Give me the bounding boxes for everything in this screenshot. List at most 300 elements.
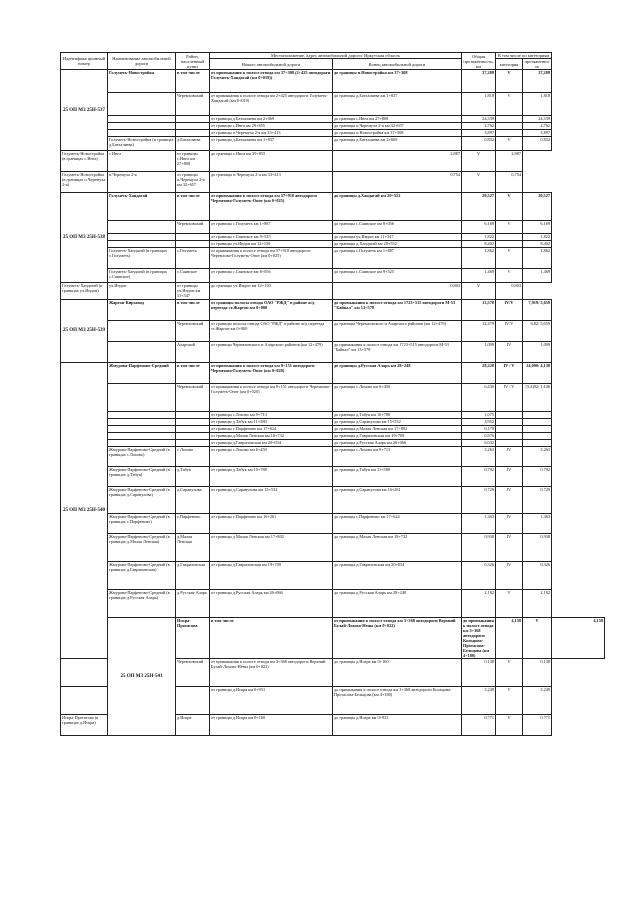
district-cell: п.Черемуха 2-я [108,172,176,193]
end-cell: до границы с.Саянское км 8+056 [333,221,462,234]
road-name-cell: Голуметь-Новостройка (в границах п.Черемуха 2-я) [61,172,108,193]
road-id-cell: 25 ОП МЗ 25Н-540 [61,362,108,659]
district-cell [176,432,210,439]
road-name-cell: Жмурова-Парфеново-Средний (в границах д.Гавриловская) [108,561,176,589]
category-cell: IV [496,533,523,561]
category-length-cell [523,418,552,425]
category-cell: V [462,151,496,172]
table-row [61,432,605,439]
end-cell: до границы п.Черемуха 2-я км 32+657 [333,123,462,130]
length-cell: 1,822 [462,234,496,241]
start-cell: от границы уч.Индон км 12+150 [210,241,333,248]
length-cell: 1,469 [462,269,496,283]
header-id: Идентифика ционный номер [61,53,108,70]
category-length-cell: 1,469 [523,269,552,283]
length-cell: 4,158 [496,617,523,659]
road-name-cell [108,234,176,241]
roads-table [60,52,605,736]
table-row [61,283,605,299]
district-cell: Черемховский [176,383,210,411]
road-name-cell [108,221,176,234]
category-cell: IV/V [496,299,523,320]
road-name-cell [108,411,176,418]
district-cell: в том числе [176,193,210,221]
road-name-cell: Искра-Протасова [176,617,210,659]
category-length-cell: 24,090/ 4,138 [523,362,552,383]
road-name-cell: Голуметь-Хандагай (в границах с.Голуметь) [108,248,176,269]
length-cell: 8,402 [462,241,496,248]
start-cell: от примыкания к полосе отвода км 3+368 автодороги Верхний Булай-Лохово-Нены (км 0+022) [333,617,462,659]
category-cell [496,425,523,432]
end-cell: до границы д.Саранулова км 16+261 [333,486,462,513]
start-cell: от границы с.Саянское км 9+525 [210,234,333,241]
category-length-cell: 0,792 [523,466,552,486]
end-cell: до границы с.Инга км 27+808 [333,116,462,123]
start-cell: от примыкания к полосе отвода км 2+425 автодороги Голуметь-Хандагай (км 0+019) [210,93,333,116]
category-cell [496,418,523,425]
category-length-cell: 3,897 [523,130,552,137]
category-cell: V [496,93,523,116]
table-row [61,123,605,130]
category-cell: V [496,221,523,234]
length-cell: 0,976 [462,432,496,439]
district-cell [176,234,210,241]
category-length-cell: 1,822 [523,234,552,241]
end-cell: до границы д.Хандагай км 20+552 [333,193,462,221]
district-cell [176,130,210,137]
road-name-cell [108,130,176,137]
category-length-cell: 0,754 [496,172,523,193]
end-cell: до границы Черемховского и Аларского районов (км 12+479) [333,320,462,341]
category-length-cell: 1,363 [523,513,552,533]
category-length-cell: 1,818 [523,93,552,116]
category-length-cell: 2,762 [523,123,552,130]
road-id-cell: 25 ОП МЗ 25Н-539 [61,299,108,362]
category-length-cell [523,439,552,446]
table-row [61,248,605,269]
start-cell: от границы д.Табук км 11+580 [210,418,333,425]
road-name-cell [108,241,176,248]
category-cell [496,234,523,241]
district-cell: д.Малая Ленская [176,533,210,561]
start-cell: от примыкания к полосе отвода км 37+308 (2+425 автодороги Голуметь-Хандагай (км 0+019)) [210,70,333,93]
start-cell: от границы с.Инга км 29+855 [210,123,333,130]
category-cell: IV [496,486,523,513]
start-cell: от границы с.Саянское км 8+056 [210,269,333,283]
table-row [61,116,605,123]
end-cell: до границы д.Батхаляева км 2+669 [333,137,462,151]
road-name-cell [108,439,176,446]
end-cell: до границы д.Батхаляева км 1+837 [333,93,462,116]
road-name-cell [108,116,176,123]
district-cell: Аларский [176,341,210,362]
category-cell: IV [496,561,523,589]
start-cell: от границы д.Малая Ленская км 18+732 [210,432,333,439]
length-cell: 0,178 [462,425,496,432]
length-cell: 1,099 [462,341,496,362]
start-cell: от границы д.Русская Аларь км 26+066 [210,589,333,617]
category-length-cell [523,432,552,439]
table-body [61,70,605,736]
district-cell: с.Лохово [176,446,210,466]
table-row [61,439,605,446]
end-cell: до границы д.Хандагай км 20+552 [333,241,462,248]
road-name-cell: Жмурова-Парфеново-Средний (в границах д.Саранулова) [108,486,176,513]
category-cell: IV [496,466,523,486]
category-length-cell: 0,930 [523,533,552,561]
district-cell [176,241,210,248]
length-cell: 0,803 [333,283,462,299]
table-row [61,486,605,513]
start-cell: от границы с.Лохово км 9+713 [210,411,333,418]
length-cell: 0,754 [333,172,462,193]
district-cell: в том числе [176,362,210,383]
district-cell: с.Голуметь [176,248,210,269]
end-cell: до границы д.Гавриловская км 19+708 [333,432,462,439]
district-cell: Черемховский [176,320,210,341]
category-cell [496,411,523,418]
end-cell: до границы д.Гавриловская км 20+034 [333,561,462,589]
category-cell: V [496,193,523,221]
category-cell [496,439,523,446]
start-cell: от границы Черемховского и Аларского районов (км 12+479) [210,341,333,362]
length-cell: 0,138 [462,659,496,687]
end-cell: до примыкания к полосе отвода км 3+368 автодороги Кольцова-Протасова-Бельцова (км 4+180) [463,617,494,659]
district-cell [176,418,210,425]
category-cell: V [496,715,523,736]
district-cell: Черемховский [176,659,210,687]
table-header [61,53,605,70]
table-row [61,269,605,283]
category-cell [496,432,523,439]
start-cell: от примыкания к полосе отвода км 57+910 автодороги Черемхово-Голуметь-Онот (км 0+025) [210,193,333,221]
road-name-cell [108,123,176,130]
category-cell: V [462,172,496,193]
category-length-cell: 3,249 [523,687,552,715]
district-cell [176,411,210,418]
category-length-cell: 0,771 [523,715,552,736]
category-length-cell: 24,339 [523,116,552,123]
category-cell: V [496,137,523,151]
category-length-cell: 0,326 [523,561,552,589]
table-row [61,137,605,151]
category-length-cell [523,411,552,418]
road-name-cell: Жмурова-Парфеново-Средний (в границах д.Русская Аларь) [108,589,176,617]
road-name-cell [108,93,176,116]
header-location: Местоположение, адрес автомобильной дороги: Иркутская область [210,53,462,59]
table-row [61,362,605,383]
start-cell: от границы уч.Индон км 11+347 [176,283,210,299]
length-cell: 0,930 [462,533,496,561]
end-cell: до границы п.Новостройка км 37+308 [333,70,462,93]
end-cell: до границы д.Искра км 0+160 [333,659,462,687]
district-cell: с.Парфеново [176,513,210,533]
end-cell: до границы д.Табук км 10+788 [333,411,462,418]
header-start: Начало автомобильной дороги [210,59,333,70]
district-cell [176,439,210,446]
length-cell: 12,479 [462,320,496,341]
table-row [61,151,605,172]
start-cell: от границы д.Искра км 0+160 [210,715,333,736]
start-cell: от границы с.Инга км 27+808 [176,151,210,172]
category-cell: V [496,659,523,687]
category-length-cell: 1,099 [523,341,552,362]
table-row [61,241,605,248]
category-cell: V [496,589,523,617]
road-name-cell: Искра-Протасова (в границах д.Искра) [61,715,108,736]
table-row [61,513,605,533]
start-cell: от границы д.Искра км 0+931 [210,687,333,715]
category-length-cell: 0,832 [523,137,552,151]
table-row [61,234,605,241]
table-row [61,446,605,466]
table-row [61,466,605,486]
category-length-cell: 7,919/ 5,659 [523,299,552,320]
district-cell: д.Гавриловская [176,561,210,589]
category-length-cell: 6,82/ 5,659 [523,320,552,341]
category-cell [496,241,523,248]
end-cell: до границы с.Парфеново км 17+624 [333,513,462,533]
road-name-cell: Жмурова-Парфеново-Средний (в границах с.Парфеново) [108,513,176,533]
category-length-cell: 3,263 [523,446,552,466]
length-cell: 28,228 [462,362,496,383]
start-cell: от примыкания к полосе отвода км 9+151 автодороги Черемхово-Голуметь-Онот (км 0+020) [210,362,333,383]
start-cell: от границы с.Парфеново км 16+261 [210,513,333,533]
length-cell: 0,832 [462,137,496,151]
start-cell: от границы д.Гавриловская км 19+708 [210,561,333,589]
table-row [61,533,605,561]
table-row [61,221,605,234]
start-cell: от границы д.Гавриловская км 20+034 [210,439,333,446]
category-cell: IV/V [496,320,523,341]
table-row [61,411,605,418]
start-cell: от границы д.Саранулова км 15+532 [210,486,333,513]
end-cell: до границы д.Русская Аларь км 26+066 [333,439,462,446]
length-cell: 3,897 [462,130,496,137]
category-length-cell: 8,402 [523,241,552,248]
end-cell: до границы уч.Индон км 11+347 [333,234,462,241]
district-cell: в том числе [176,70,210,93]
category-length-cell: 1,862 [523,248,552,269]
header-incl: В том числе по категориям [496,53,552,59]
end-cell: до границы с.Лохово км 9+713 [333,446,462,466]
category-cell: V [496,269,523,283]
length-cell: 20,527 [462,193,496,221]
road-name-cell: Голуметь-Новостройка (в границах с.Инга) [61,151,108,172]
end-cell: до примыкания к полосе отвода км 3+368 автодороги Кольцова-Протасова-Бельцова (км 4+180) [333,687,462,715]
length-cell: 6,169 [462,221,496,234]
road-id-cell: 25 ОП МЗ 25Н-541 [108,617,176,736]
table-row [61,299,605,320]
length-cell: 2,887 [333,151,462,172]
table-row [61,320,605,341]
length-cell: 1,363 [462,513,496,533]
header-road-name: Наименование автомобильной дороги [108,53,176,70]
road-name-cell [108,341,176,362]
table-row [61,425,605,432]
end-cell: до границы с.Саянское км 9+525 [333,269,462,283]
district-cell: д.Искра [176,715,210,736]
table-row [61,561,605,589]
table-row [61,341,605,362]
road-name-cell: Жмурова-Парфеново-Средний (в границах д.Малая Ленская) [108,533,176,561]
start-cell: от границы д.Батхаляева км 1+837 [210,137,333,151]
category-cell [496,123,523,130]
district-cell: д.Саранулова [176,486,210,513]
header-category-length: протяжённость [524,59,550,70]
end-cell: до границы уч.Индон км 12+150 [210,283,333,299]
road-name-cell: Жмурова-Парфеново-Средний [108,362,176,383]
district-cell: д.Батхаляева [176,137,210,151]
start-cell: от границы д.Табук км 10+788 [210,466,333,486]
end-cell: до примыкания к полосе отвода км 1723+515 автодороги М-53 "Байкал" км 13+578 [333,299,462,320]
category-cell [496,116,523,123]
end-cell: до границы с.Лохово км 6+450 [333,383,462,411]
road-name-cell [108,425,176,432]
start-cell: от границы п.Черемуха 2-я км 33+413 [210,130,333,137]
road-name-cell [61,687,108,715]
length-cell: 0,729 [462,486,496,513]
length-cell: 1,818 [462,93,496,116]
road-name-cell: Голуметь-Новостройка (в границах д.Батхаляева) [108,137,176,151]
road-name-cell: Голуметь-Хандагай (в границах с.Саянское) [108,269,176,283]
length-cell: 3,952 [462,418,496,425]
district-cell [176,687,210,715]
header-district: Район, населенный пункт [176,53,210,70]
end-cell: до границы п.Новостройка км 37+308 [333,130,462,137]
table-row [61,93,605,116]
road-name-cell: Голуметь-Новостройка [108,70,176,93]
length-cell: 0,792 [462,466,496,486]
start-cell: от границы полосы отвода ОАО "РЖД" в районе ж/д переезда ст.Жаргон км 0+000 [210,320,333,341]
road-name-cell [108,432,176,439]
table-row [61,617,605,659]
start-cell: от границы с.Голуметь км 1+887 [210,221,333,234]
category-length-cell: 0,138 [523,659,552,687]
category-length-cell: 0,729 [523,486,552,513]
category-cell: IV / V [496,362,523,383]
district-cell [176,425,210,432]
category-cell: V [496,70,523,93]
start-cell: от границы д.Батхаляева км 2+669 [210,116,333,123]
road-id-cell: 25 ОП МЗ 25Н-537 [61,70,108,151]
district-cell: д.Русская Аларь [176,589,210,617]
start-cell: от примыкания к полосе отвода км 3+368 автодороги Верхний Булай-Лохово-Нены (км 0+022) [210,659,333,687]
category-length-cell: 20,527 [523,193,552,221]
end-cell: до границы д.Малая Ленская км 18+732 [333,533,462,561]
length-cell: 2,762 [462,123,496,130]
category-length-cell: (5,4)92/ 1,146 [523,383,552,411]
category-cell: V [462,283,496,299]
start-cell: от границы с.Парфеново км 17+624 [210,425,333,432]
end-cell: до границы с.Инга км 29+855 [210,151,333,172]
table-row [61,70,605,93]
road-name-cell: Голуметь-Хандагай (в границах уч.Индон) [61,283,108,299]
district-cell: уч.Индон [108,283,176,299]
road-name-cell [108,320,176,341]
category-length-cell: 37,289 [523,70,552,93]
length-cell: 0,771 [462,715,496,736]
category-cell: IV [496,341,523,362]
road-name-cell: Жмурова-Парфеново-Средний (в границах с.Лохово) [108,446,176,466]
category-length-cell: 2,182 [523,589,552,617]
district-cell: с.Инга [108,151,176,172]
category-cell: IV / V [496,383,523,411]
end-cell: до границы д.Русская Аларь км 28+248 [333,589,462,617]
header-length: Общая протяжённость, км [463,53,494,69]
end-cell: до границы д.Саранулова км 15+532 [333,418,462,425]
category-cell: V [496,687,523,715]
category-cell [496,130,523,137]
length-cell: 0,326 [462,561,496,589]
district-cell [176,123,210,130]
table-row [61,418,605,425]
end-cell: до границы д.Искра км 0+931 [333,715,462,736]
road-name-cell [61,659,108,687]
start-cell: от границы полосы отвода ОАО "РЖД" в районе ж/д переезда ст.Жаргон км 0+000 [210,299,333,320]
start-cell: от границы с.Лохово км 6+450 [210,446,333,466]
table-row [61,383,605,411]
category-cell: IV [496,446,523,466]
end-cell: до границы д.Малая Ленская км 17+802 [333,425,462,432]
category-length-cell: 6,169 [523,221,552,234]
length-cell: 13,578 [462,299,496,320]
table-row [61,130,605,137]
district-cell: в том числе [176,299,210,320]
header-end: Конец автомобильной дороги [333,59,462,70]
category-cell: V [496,248,523,269]
road-name-cell [108,418,176,425]
road-name-cell: Жмурова-Парфеново-Средний (в границах д.Табук) [108,466,176,486]
length-cell: 6,430 [462,383,496,411]
end-cell: до границы д.Русская Аларь км 28+248 [333,362,462,383]
header-category: категория [496,59,523,70]
road-name-cell: Голуметь-Хандагай [108,193,176,221]
start-cell: от примыкания к полосе отвода км 57+910 автодороги Черемхово-Голуметь-Онот (км 0+025) [210,248,333,269]
length-cell: 37,289 [462,70,496,93]
end-cell: до примыкания к полосе отвода км 1723+515 автодороги М-53 "Байкал" км 13+578 [333,341,462,362]
length-cell: 24,339 [462,116,496,123]
category-cell: V [523,617,552,659]
district-cell: с.Саянское [176,269,210,283]
document-page [60,52,605,736]
length-cell: 1,075 [462,411,496,418]
district-cell: д.Табук [176,466,210,486]
road-id-cell: 25 ОП МЗ 25Н-538 [61,193,108,283]
table-row [61,589,605,617]
length-cell: 2,182 [462,589,496,617]
end-cell: до границы д.Табук км 11+580 [333,466,462,486]
table-row [61,172,605,193]
start-cell: от примыкания к полосе отвода км 9+151 автодороги Черемхово-Голуметь-Онот (км 0+020) [210,383,333,411]
start-cell: от границы д.Малая Ленская км 17+802 [210,533,333,561]
length-cell: 3,249 [462,687,496,715]
length-cell: 1,862 [462,248,496,269]
end-cell: до границы п.Черемуха 2-я км 33+413 [210,172,333,193]
end-cell: до границы с.Голуметь км 1+887 [333,248,462,269]
district-cell: в том числе [210,617,333,659]
category-cell: IV [496,513,523,533]
district-cell [176,116,210,123]
road-name-cell: Жаргон-Кирзавод [108,299,176,320]
length-cell: 3,263 [462,446,496,466]
category-length-cell [523,425,552,432]
category-length-cell: 2,887 [496,151,523,172]
district-cell: Черемховский [176,221,210,234]
district-cell: Черемховский [176,93,210,116]
road-name-cell [108,383,176,411]
category-length-cell: 0,803 [496,283,523,299]
